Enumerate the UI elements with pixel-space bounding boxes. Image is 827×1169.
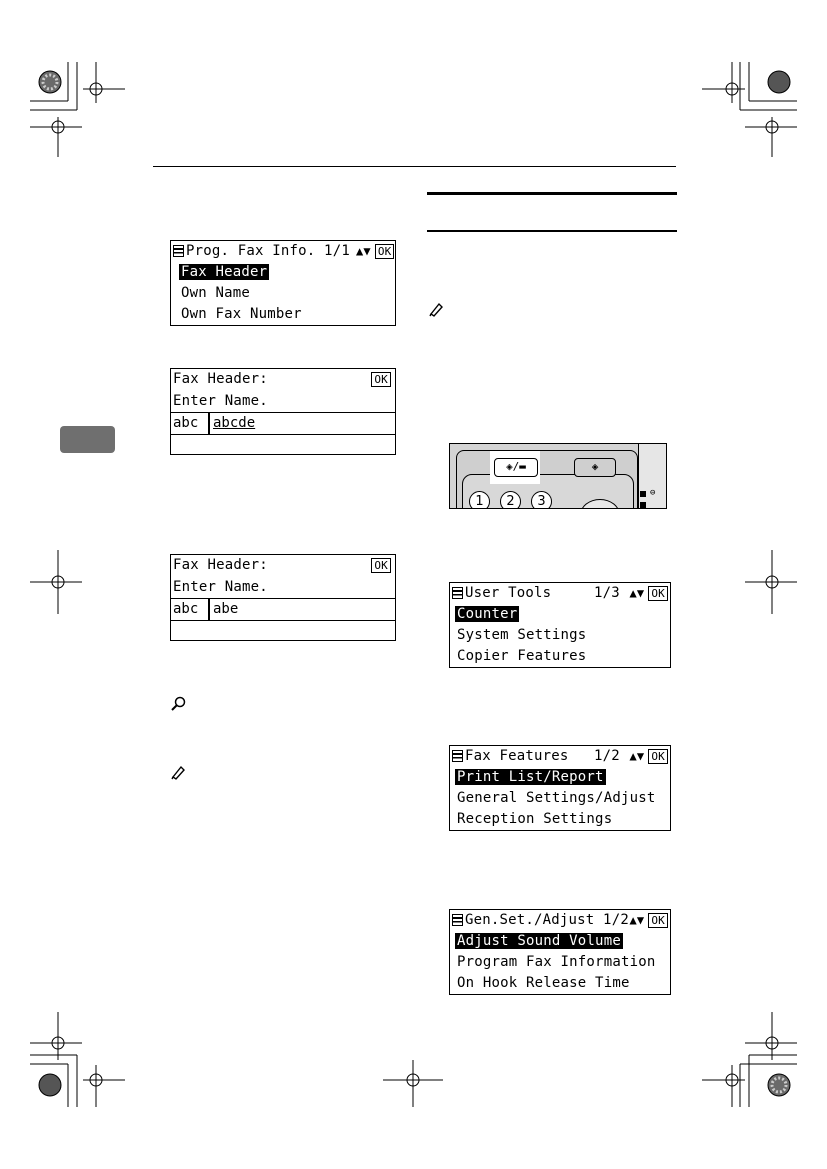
scroll-arrows-icon: ▲▼ [629,586,645,600]
ok-key: OK [648,586,668,601]
name-input-row [171,598,395,621]
ok-key: OK [648,749,668,764]
prompt-text: Enter Name. [173,579,268,595]
menu-item: Own Name [181,285,251,301]
menu-item [455,767,668,788]
chapter-tab [60,426,115,453]
page-indicator: 1/2 [594,748,620,764]
lcd-fax-header-entry [170,368,396,455]
ok-key: OK [371,372,391,387]
lcd-title-bar [173,369,393,390]
lcd-title-bar [173,555,393,576]
note-icon [428,301,444,317]
lcd-title-bar [452,910,668,931]
note-icon [170,764,186,780]
screen-title: Fax Features [465,748,569,764]
input-value: abcde [213,415,256,431]
menu-item: Reception Settings [457,811,613,827]
lcd-prog-fax-info [170,240,396,326]
scroll-arrows-icon: ▲▼ [629,913,645,927]
input-mode: abc [173,601,199,617]
menu-item: Program Fax Information [457,954,656,970]
menu-item [179,262,393,283]
menu-item-selected: Adjust Sound Volume [457,933,621,949]
menu-icon [173,245,184,257]
page-indicator: 1/3 [594,585,620,601]
lcd-fax-header-edited [170,554,396,641]
menu-icon [452,587,463,599]
menu-item: Own Fax Number [181,306,302,322]
control-panel-illustration [449,443,667,509]
lcd-user-tools [449,582,671,668]
input-mode: abc [173,415,199,431]
lcd-gen-set-adjust [449,909,671,995]
menu-item-selected: Fax Header [181,264,268,280]
menu-icon [452,750,463,762]
menu-item [455,931,668,952]
lcd-title-bar [452,746,668,767]
menu-item [455,604,668,625]
screen-title: User Tools [465,585,552,601]
screen-title: Fax Header: [173,371,268,387]
scroll-arrows-icon: ▲▼ [355,244,371,258]
ok-key: OK [648,913,668,928]
ok-key: OK [371,558,391,573]
prompt-text: Enter Name. [173,393,268,409]
menu-item: System Settings [457,627,587,643]
menu-item: Copier Features [457,648,587,664]
status-indicators [638,444,667,509]
menu-item-selected: Counter [457,606,518,622]
screen-title: Gen.Set./Adjust 1/2 [465,912,629,928]
user-tools-counter-key[interactable]: ◈/▬ [494,458,538,477]
menu-item: General Settings/Adjust [457,790,656,806]
section-rule-top [427,192,677,195]
scroll-arrows-icon: ▲▼ [629,749,645,763]
reference-icon [170,696,186,712]
lcd-fax-features [449,745,671,831]
lcd-title-bar [452,583,668,604]
number-key-1[interactable]: 1 [469,491,490,509]
screen-title: Prog. Fax Info. 1/1 [186,243,350,259]
section-rule-bottom [427,230,677,232]
menu-item: On Hook Release Time [457,975,630,991]
ok-key: OK [375,244,395,259]
menu-icon [452,914,463,926]
menu-item-selected: Print List/Report [457,769,604,785]
number-key-2[interactable]: 2 [500,491,521,509]
number-key-3[interactable]: 3 [531,491,552,509]
header-rule [153,166,676,167]
power-icon: ⊖ [650,488,656,498]
lcd-title-bar [173,241,393,262]
input-value: abe [213,601,239,617]
name-input-row [171,412,395,435]
screen-title: Fax Header: [173,557,268,573]
start-key[interactable]: ◈ [574,458,616,477]
